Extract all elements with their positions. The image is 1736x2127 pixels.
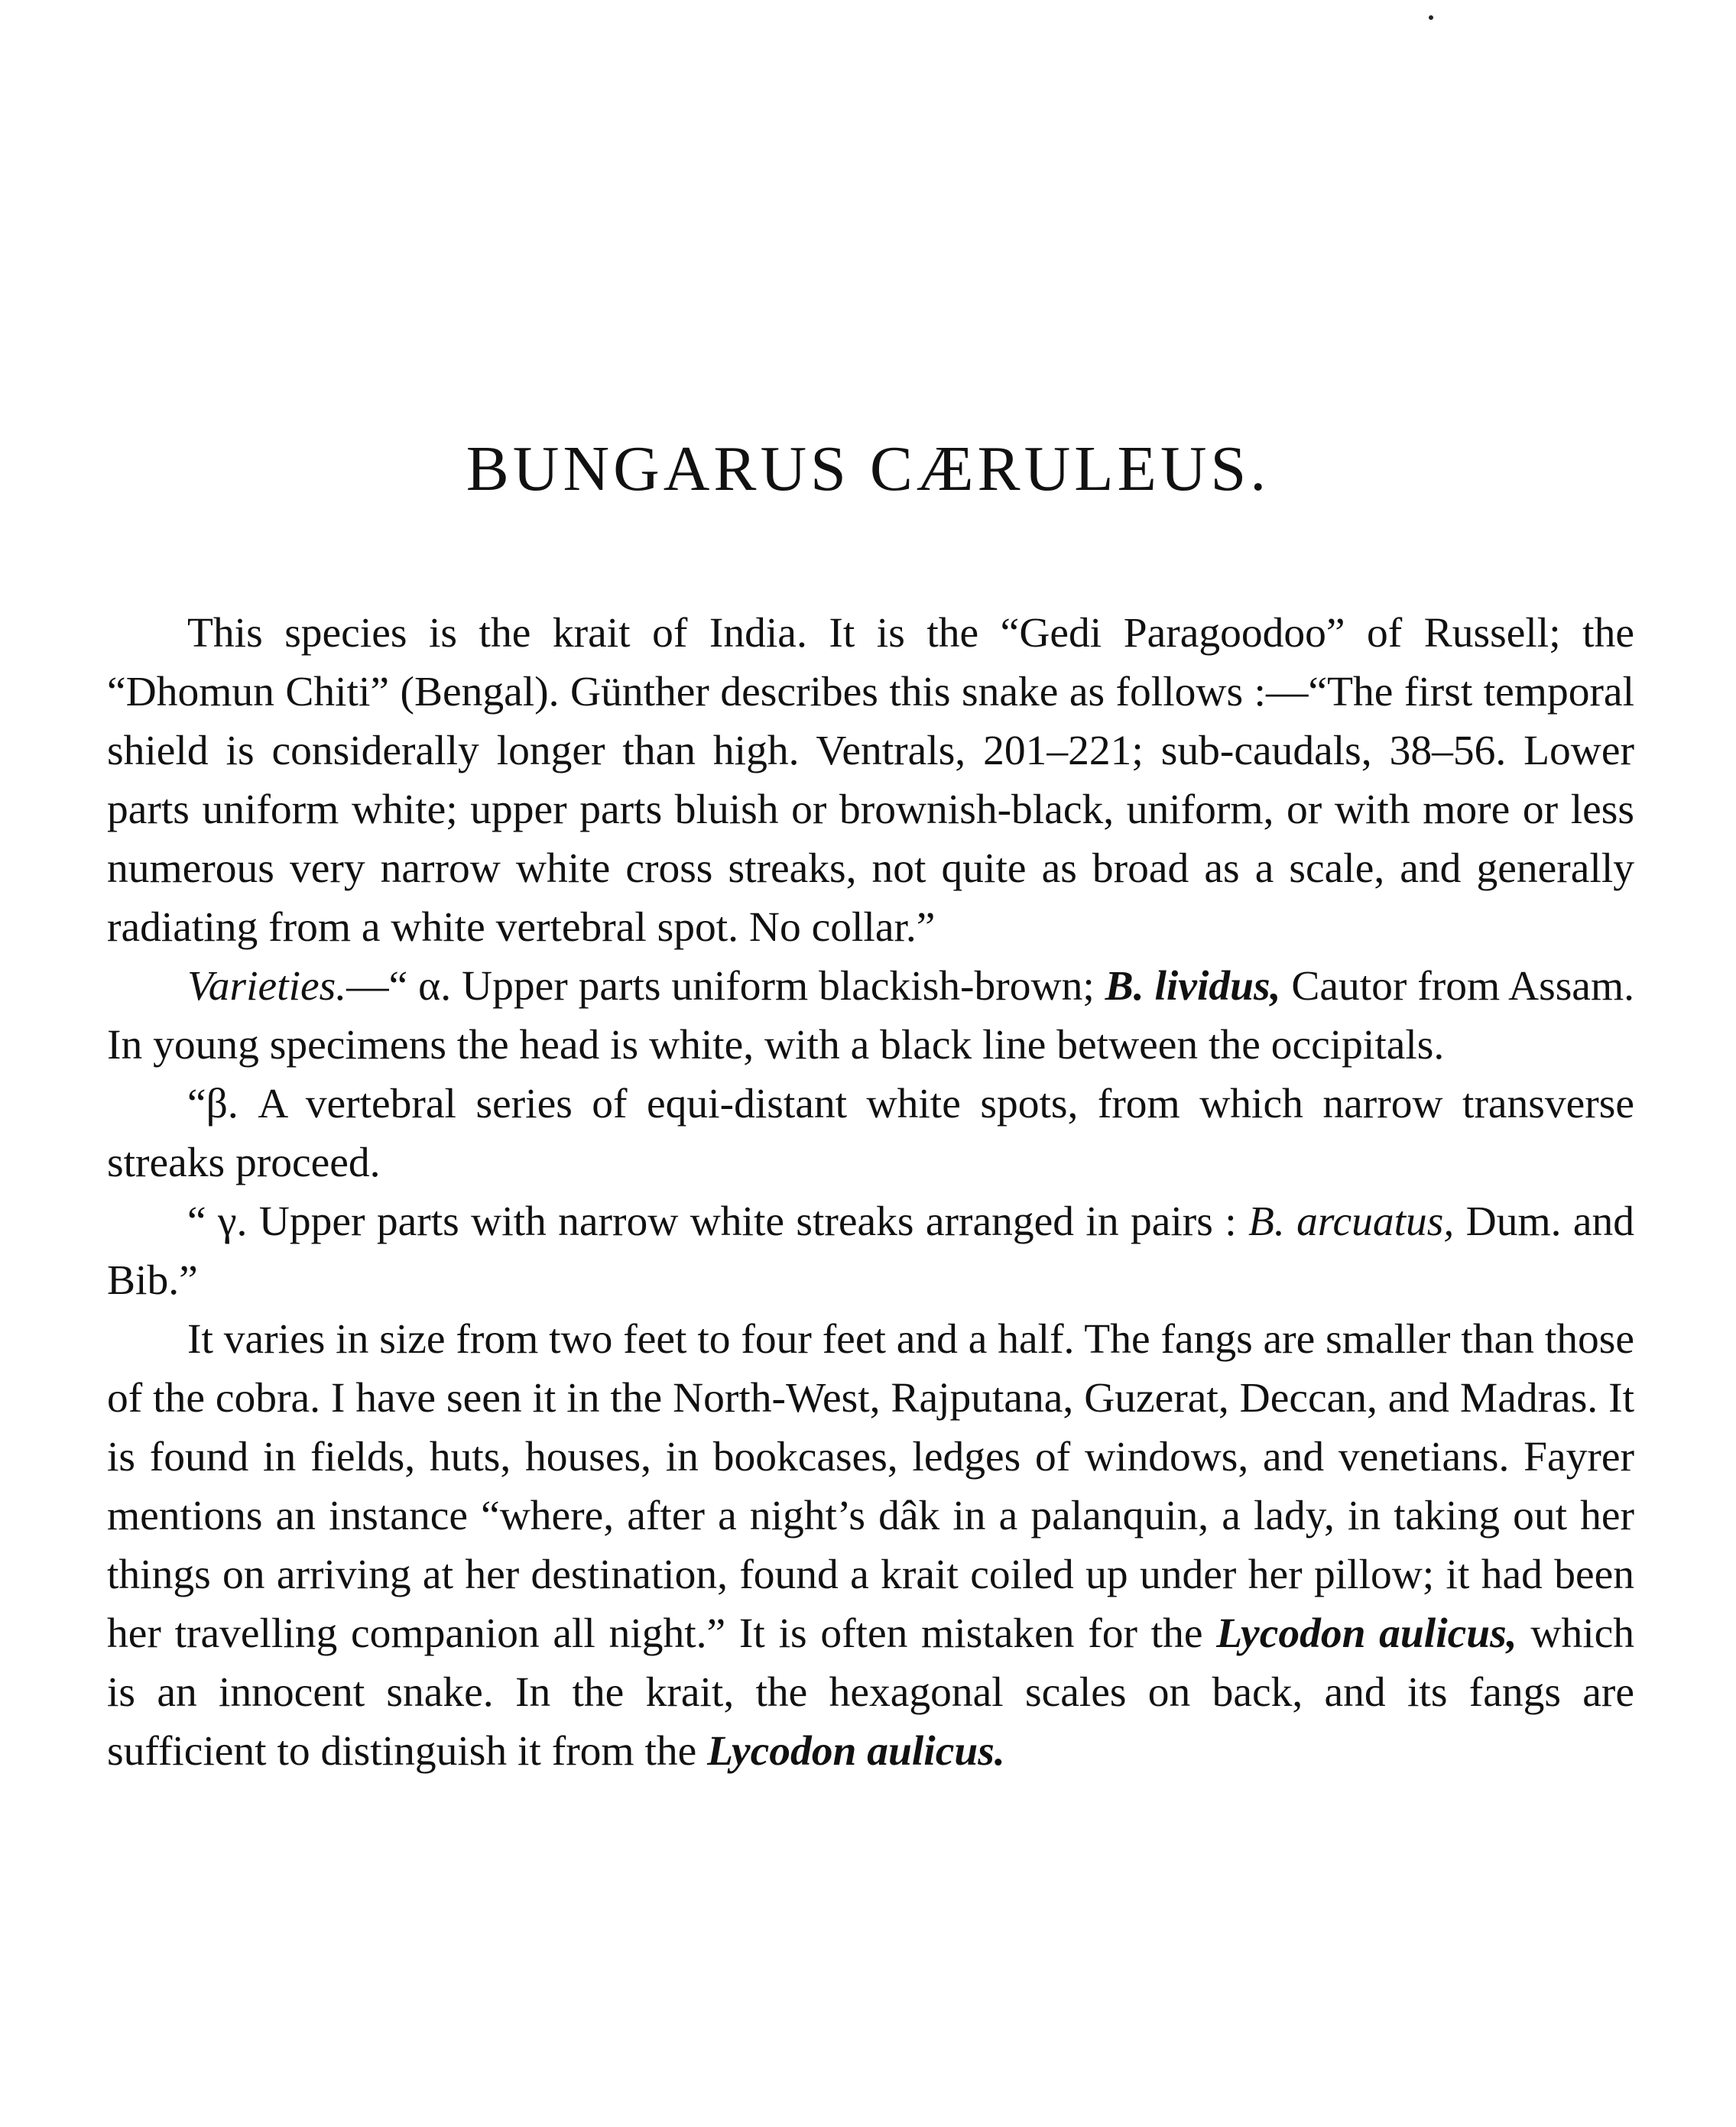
paragraph-variety-gamma <box>107 1192 1634 1310</box>
species-name-arcuatus: B. arcuatus, <box>1248 1198 1455 1245</box>
variety-alpha-text-b: Cautor from Assam. In young specimens the head is white, with a black line between the occipitals. <box>107 963 1634 1068</box>
species-name-lividus: B. lividus, <box>1105 963 1281 1010</box>
varieties-label: Varieties. <box>187 963 347 1010</box>
page-title: BUNGARUS CÆRULEUS. <box>466 433 1270 504</box>
habits-text-a: It varies in size from two feet to four feet and a half. The fangs are smaller than those of the cobra. I have seen it in the North-West, Rajputana, Guzerat, Deccan, and Madras. It is found in fields, huts, houses, in bookcases, ledges of windows, and venetians. Fayrer mentions an instance “where, after a night’s dâk in a palanquin, a lady, in taking out her things on arriving at her destination, found a krait coiled up under her pillow; it had been her travelling companion all night.” It is often mistaken for the <box>107 1316 1634 1657</box>
paragraph-habits <box>107 1310 1634 1781</box>
variety-alpha-text-a: —“ α. Upper parts uniform blackish-brown; <box>346 963 1105 1010</box>
species-name-lycodon-1: Lycodon aulicus, <box>1216 1610 1517 1657</box>
body-text <box>107 604 1634 1781</box>
paragraph-variety-alpha <box>107 957 1634 1075</box>
scan-speck <box>1429 15 1433 20</box>
paragraph-description: This species is the krait of India. It is the “Gedi Paragoodoo” of Russell; the “Dhomun Chiti” (Bengal). Günther describes this snake as follows :—“The first temporal shield is considerally longer than high. Ventrals, 201–221; sub-caudals, 38–56. Lower parts uniform white; upper parts bluish or brownish-black, uniform, or with more or less numerous very narrow white cross streaks, not quite as broad as a scale, and generally radiating from a white vertebral spot. No collar.” <box>107 610 1634 951</box>
variety-gamma-text-a: “ γ. Upper parts with narrow white streaks arranged in pairs : <box>187 1198 1249 1245</box>
species-name-lycodon-2: Lycodon aulicus. <box>707 1728 1005 1775</box>
habits-text-b: which is an innocent snake. In the krait, the hexagonal scales on back, and its fangs are sufficient to distinguish it from the <box>107 1610 1634 1775</box>
paragraph-variety-beta: “β. A vertebral series of equi-distant white spots, from which narrow transverse streaks proceed. <box>107 1081 1634 1186</box>
variety-gamma-text-b: Dum. and Bib.” <box>107 1198 1635 1304</box>
